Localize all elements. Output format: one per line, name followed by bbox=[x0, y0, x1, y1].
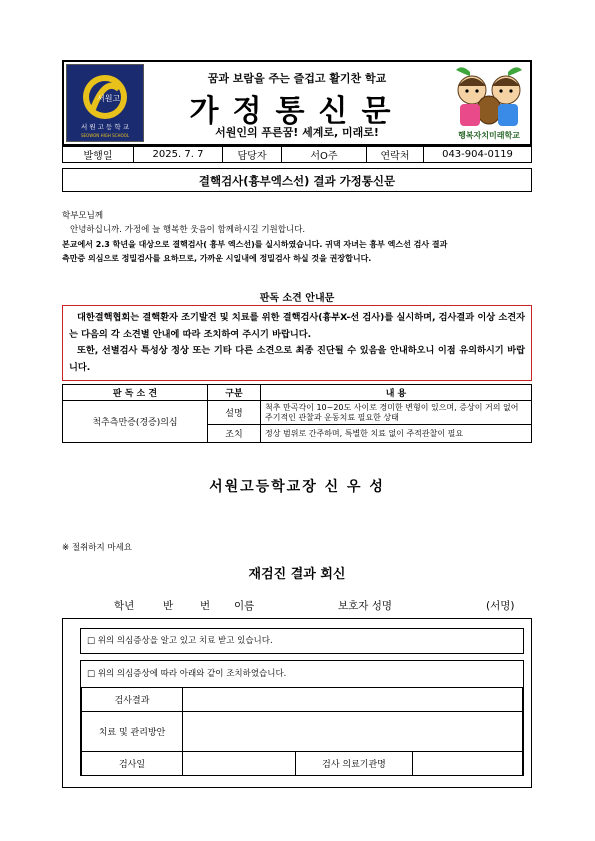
content-cell: 정상 범위로 간주하며, 특별한 치료 없이 주적관찰이 필요 bbox=[261, 425, 532, 443]
class-label: 반 bbox=[163, 600, 174, 612]
issue-date-value: 2025. 7. 7 bbox=[134, 147, 223, 163]
option-treating[interactable]: □ 위의 의심증상을 알고 있고 치료 받고 있습니다. bbox=[80, 628, 524, 654]
contact-value: 043-904-0119 bbox=[424, 147, 532, 163]
notice-box bbox=[62, 305, 532, 381]
content-cell: 척추 만곡각이 10~20도 사이로 경미한 변형이 있으며, 증상이 거의 없어 주기적인 관찰과 운동치료 필요한 상태 bbox=[261, 401, 532, 425]
sign-label: (서명) bbox=[486, 600, 515, 612]
result-table bbox=[81, 687, 523, 776]
col-header-content: 내 용 bbox=[261, 385, 532, 401]
result-field[interactable] bbox=[183, 688, 523, 712]
diagnosis-table bbox=[62, 384, 532, 443]
author-value: 서O주 bbox=[282, 147, 367, 163]
clinic-field[interactable] bbox=[413, 752, 523, 776]
principal-signature: 서원고등학교장 신 우 성 bbox=[209, 479, 385, 495]
result-label: 검사결과 bbox=[82, 688, 183, 712]
do-not-cut-note: ※ 절취하지 마세요 bbox=[62, 543, 133, 553]
kind-cell: 설명 bbox=[208, 401, 261, 425]
mascot-characters-icon bbox=[448, 64, 530, 130]
school-logo bbox=[66, 64, 144, 142]
kind-cell: 조치 bbox=[208, 425, 261, 443]
option-action-taken bbox=[80, 660, 524, 776]
logo-caption: 서 원 고 등 학 교 bbox=[80, 123, 130, 131]
guardian-label: 보호자 성명 bbox=[338, 600, 393, 612]
greeting: 학부모님께 bbox=[62, 211, 104, 221]
school-emblem-icon bbox=[67, 65, 143, 141]
notice-paragraph-2: 또한, 선별검사 특성상 정상 또는 기타 다른 소견으로 최종 진단될 수 있음을 안내하오니 이점 유의하시기 바랍니다. bbox=[69, 345, 525, 373]
exam-date-label: 검사일 bbox=[82, 752, 183, 776]
col-header-kind: 구분 bbox=[208, 385, 261, 401]
logo-sub: SEOWON HIGH SCHOOL bbox=[80, 133, 130, 138]
reply-title: 재검진 결과 회신 bbox=[248, 567, 346, 582]
school-motto: 서원인의 푸른꿈! 세계로, 미래로! bbox=[215, 126, 379, 139]
number-label: 번 bbox=[200, 600, 211, 612]
treatment-label: 치료 및 관리방안 bbox=[82, 712, 183, 752]
col-header-finding: 판 독 소 견 bbox=[63, 385, 208, 401]
letter-line-1: 안녕하십니까. 가정에 늘 행복한 웃음이 함께하시길 기원합니다. bbox=[70, 225, 306, 235]
letter-line-2: 본교에서 2.3 학년을 대상으로 결핵검사( 흉부 엑스선)를 실시하였습니다. 귀댁 자녀는 흉부 엑스선 검사 결과 bbox=[62, 240, 448, 249]
mascot-logo bbox=[448, 64, 530, 142]
option-action-label[interactable]: □ 위의 의심증상에 따라 아래와 같이 조치하였습니다. bbox=[81, 661, 523, 688]
issue-date-label: 발행일 bbox=[63, 147, 134, 163]
exam-date-field[interactable] bbox=[183, 752, 296, 776]
issue-info-table bbox=[62, 146, 532, 163]
school-slogan: 꿈과 보람을 주는 즐겁고 활기찬 학교 bbox=[207, 72, 387, 85]
clinic-label: 검사 의료기관명 bbox=[296, 752, 413, 776]
author-label: 담당자 bbox=[223, 147, 282, 163]
mascot-caption: 행복자치미래학교 bbox=[458, 131, 520, 140]
contact-label: 연락처 bbox=[367, 147, 424, 163]
table-row bbox=[63, 401, 532, 425]
finding-cell: 척추측만증(경증)의심 bbox=[63, 401, 208, 443]
section-title: 판독 소견 안내문 bbox=[259, 293, 335, 304]
grade-label: 학년 bbox=[114, 600, 135, 612]
name-label: 이름 bbox=[234, 600, 255, 612]
letter-line-3: 측만증 의심으로 정밀검사를 요하므로, 가까운 시일내에 정밀검사 하실 것을 권장합니다. bbox=[62, 254, 372, 263]
treatment-field[interactable] bbox=[183, 712, 523, 752]
masthead-title: 가정통신문 bbox=[189, 94, 405, 129]
notice-title: 결핵검사(흉부엑스선) 결과 가정통신문 bbox=[62, 168, 532, 192]
notice-paragraph-1: 대한결핵협회는 결핵환자 조기발견 및 치료를 위한 결핵검사(흉부X-선 검사)를 실시하며, 검사결과 이상 소견자는 다음의 각 소견별 안내에 따라 조치하여 주시기 바랍니다. bbox=[69, 312, 525, 340]
logo-arc-text: 서원고 bbox=[97, 94, 121, 103]
